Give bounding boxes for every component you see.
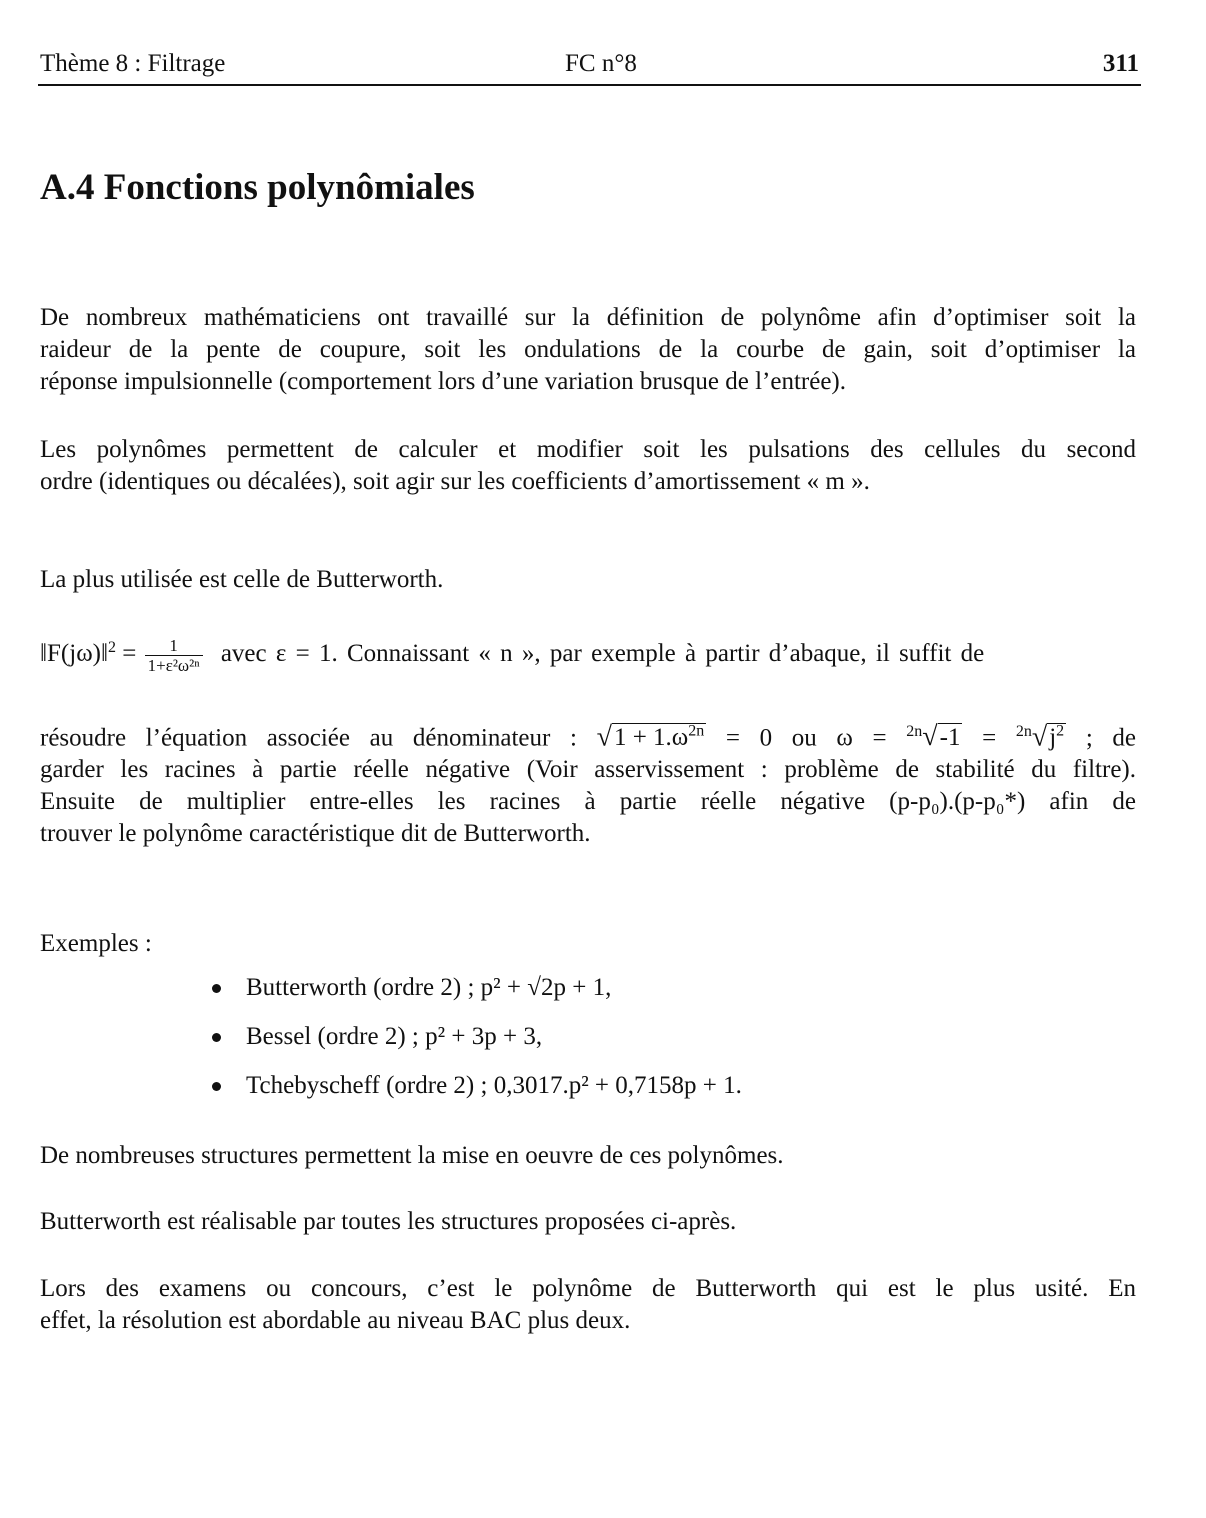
header-chapter: FC n°8	[565, 50, 637, 77]
root2-body: j	[1049, 724, 1057, 752]
paragraph-line: trouver le polynôme caractéristique dit de Butterworth.	[40, 820, 591, 848]
example-name: Butterworth (ordre 2) ;	[246, 974, 475, 1001]
paragraph-line: Ensuite de multiplier entre-elles les racines à partie réelle négative (p-p₀).(p-p₀*) afin de	[40, 788, 1136, 816]
paragraph-line: La plus utilisée est celle de Butterworth.	[40, 566, 444, 593]
paragraph-realisable: Butterworth est réalisable par toutes les structures proposées ci-après.	[40, 1208, 737, 1235]
header-theme: Thème 8 : Filtrage	[40, 50, 226, 77]
examples-label: Exemples :	[40, 930, 152, 957]
sqrt-expression: $√1 + 1.\omega^{2n}$	[596, 721, 705, 753]
root1-index: 2n	[906, 723, 923, 740]
root2-expression: $√j^2$	[1031, 721, 1065, 753]
paragraph-examens	[40, 1273, 1136, 1337]
list-item	[210, 968, 742, 1017]
paragraph-butterworth	[40, 564, 1136, 596]
equation-eq: = 0 ou ω =	[725, 724, 887, 752]
paragraph-line: ordre (identiques ou décalées), soit agir sur les coefficients d’amortissement « m ».	[40, 468, 870, 495]
formula-equals: =	[122, 640, 137, 668]
page-header	[38, 48, 1141, 86]
paragraph-polynomes	[40, 434, 1136, 498]
paragraph-line: Les polynômes permettent de calculer et modifier soit les pulsations des cellules du second	[40, 436, 1136, 463]
paragraph-line: garder les racines à partie réelle négative (Voir asservissement : problème de stabilité du filtre).	[40, 756, 1136, 784]
sqrt-body: 1 + 1.ω	[613, 724, 689, 752]
paragraph-line: Lors des examens ou concours, c’est le polynôme de Butterworth qui est le plus usité. En	[40, 1275, 1136, 1302]
section-title: A.4 Fonctions polynômiales	[40, 167, 475, 208]
root2-index: 2n	[1015, 723, 1032, 740]
equation-eq2: =	[982, 724, 997, 752]
butterworth-formula-line	[40, 636, 1136, 675]
example-name: Tchebyscheff (ordre 2) ;	[246, 1072, 488, 1099]
list-item	[210, 1066, 742, 1115]
page-number: 311	[1102, 50, 1139, 77]
paragraph-intro	[40, 302, 1136, 398]
formula-fraction	[145, 636, 203, 675]
paragraph-line: raideur de la pente de coupure, soit les ondulations de la courbe de gain, soit d’optimiser la	[40, 336, 1136, 363]
equation-end: ; de	[1085, 724, 1136, 752]
fraction-numerator: 1	[145, 636, 203, 656]
example-polynomial: p² + √2p + 1,	[480, 974, 612, 1001]
equation-intro: résoudre l’équation associée au dénominateur :	[40, 724, 577, 752]
list-item	[210, 1017, 742, 1066]
paragraph-line: effet, la résolution est abordable au niveau BAC plus deux.	[40, 1307, 631, 1334]
examples-list	[210, 968, 742, 1115]
fraction-denominator: 1+ε²ω²ⁿ	[147, 656, 200, 675]
paragraph-line: réponse impulsionnelle (comportement lors d’une variation brusque de l’entrée).	[40, 368, 846, 395]
sqrt-exponent: 2n	[688, 723, 705, 740]
formula-text: avec ε = 1. Connaissant « n », par exemple à partir d’abaque, il suffit de	[220, 640, 985, 668]
formula-lhs: ‖F(jω)‖	[40, 640, 108, 668]
paragraph-line: De nombreux mathématiciens ont travaillé sur la définition de polynôme afin d’optimiser soit la	[40, 304, 1136, 331]
root1-expression: √-1	[922, 721, 961, 753]
paragraph-resolution	[40, 716, 1136, 850]
example-name: Bessel (ordre 2) ;	[246, 1023, 419, 1050]
example-polynomial: p² + 3p + 3,	[425, 1023, 543, 1050]
root1-body: -1	[939, 724, 961, 752]
paragraph-structures: De nombreuses structures permettent la mise en oeuvre de ces polynômes.	[40, 1142, 784, 1169]
root2-exponent: 2	[1056, 723, 1065, 740]
equation-line	[40, 716, 1136, 754]
example-polynomial: 0,3017.p² + 0,7158p + 1.	[493, 1072, 742, 1099]
formula-lhs-exponent: 2	[108, 638, 116, 656]
